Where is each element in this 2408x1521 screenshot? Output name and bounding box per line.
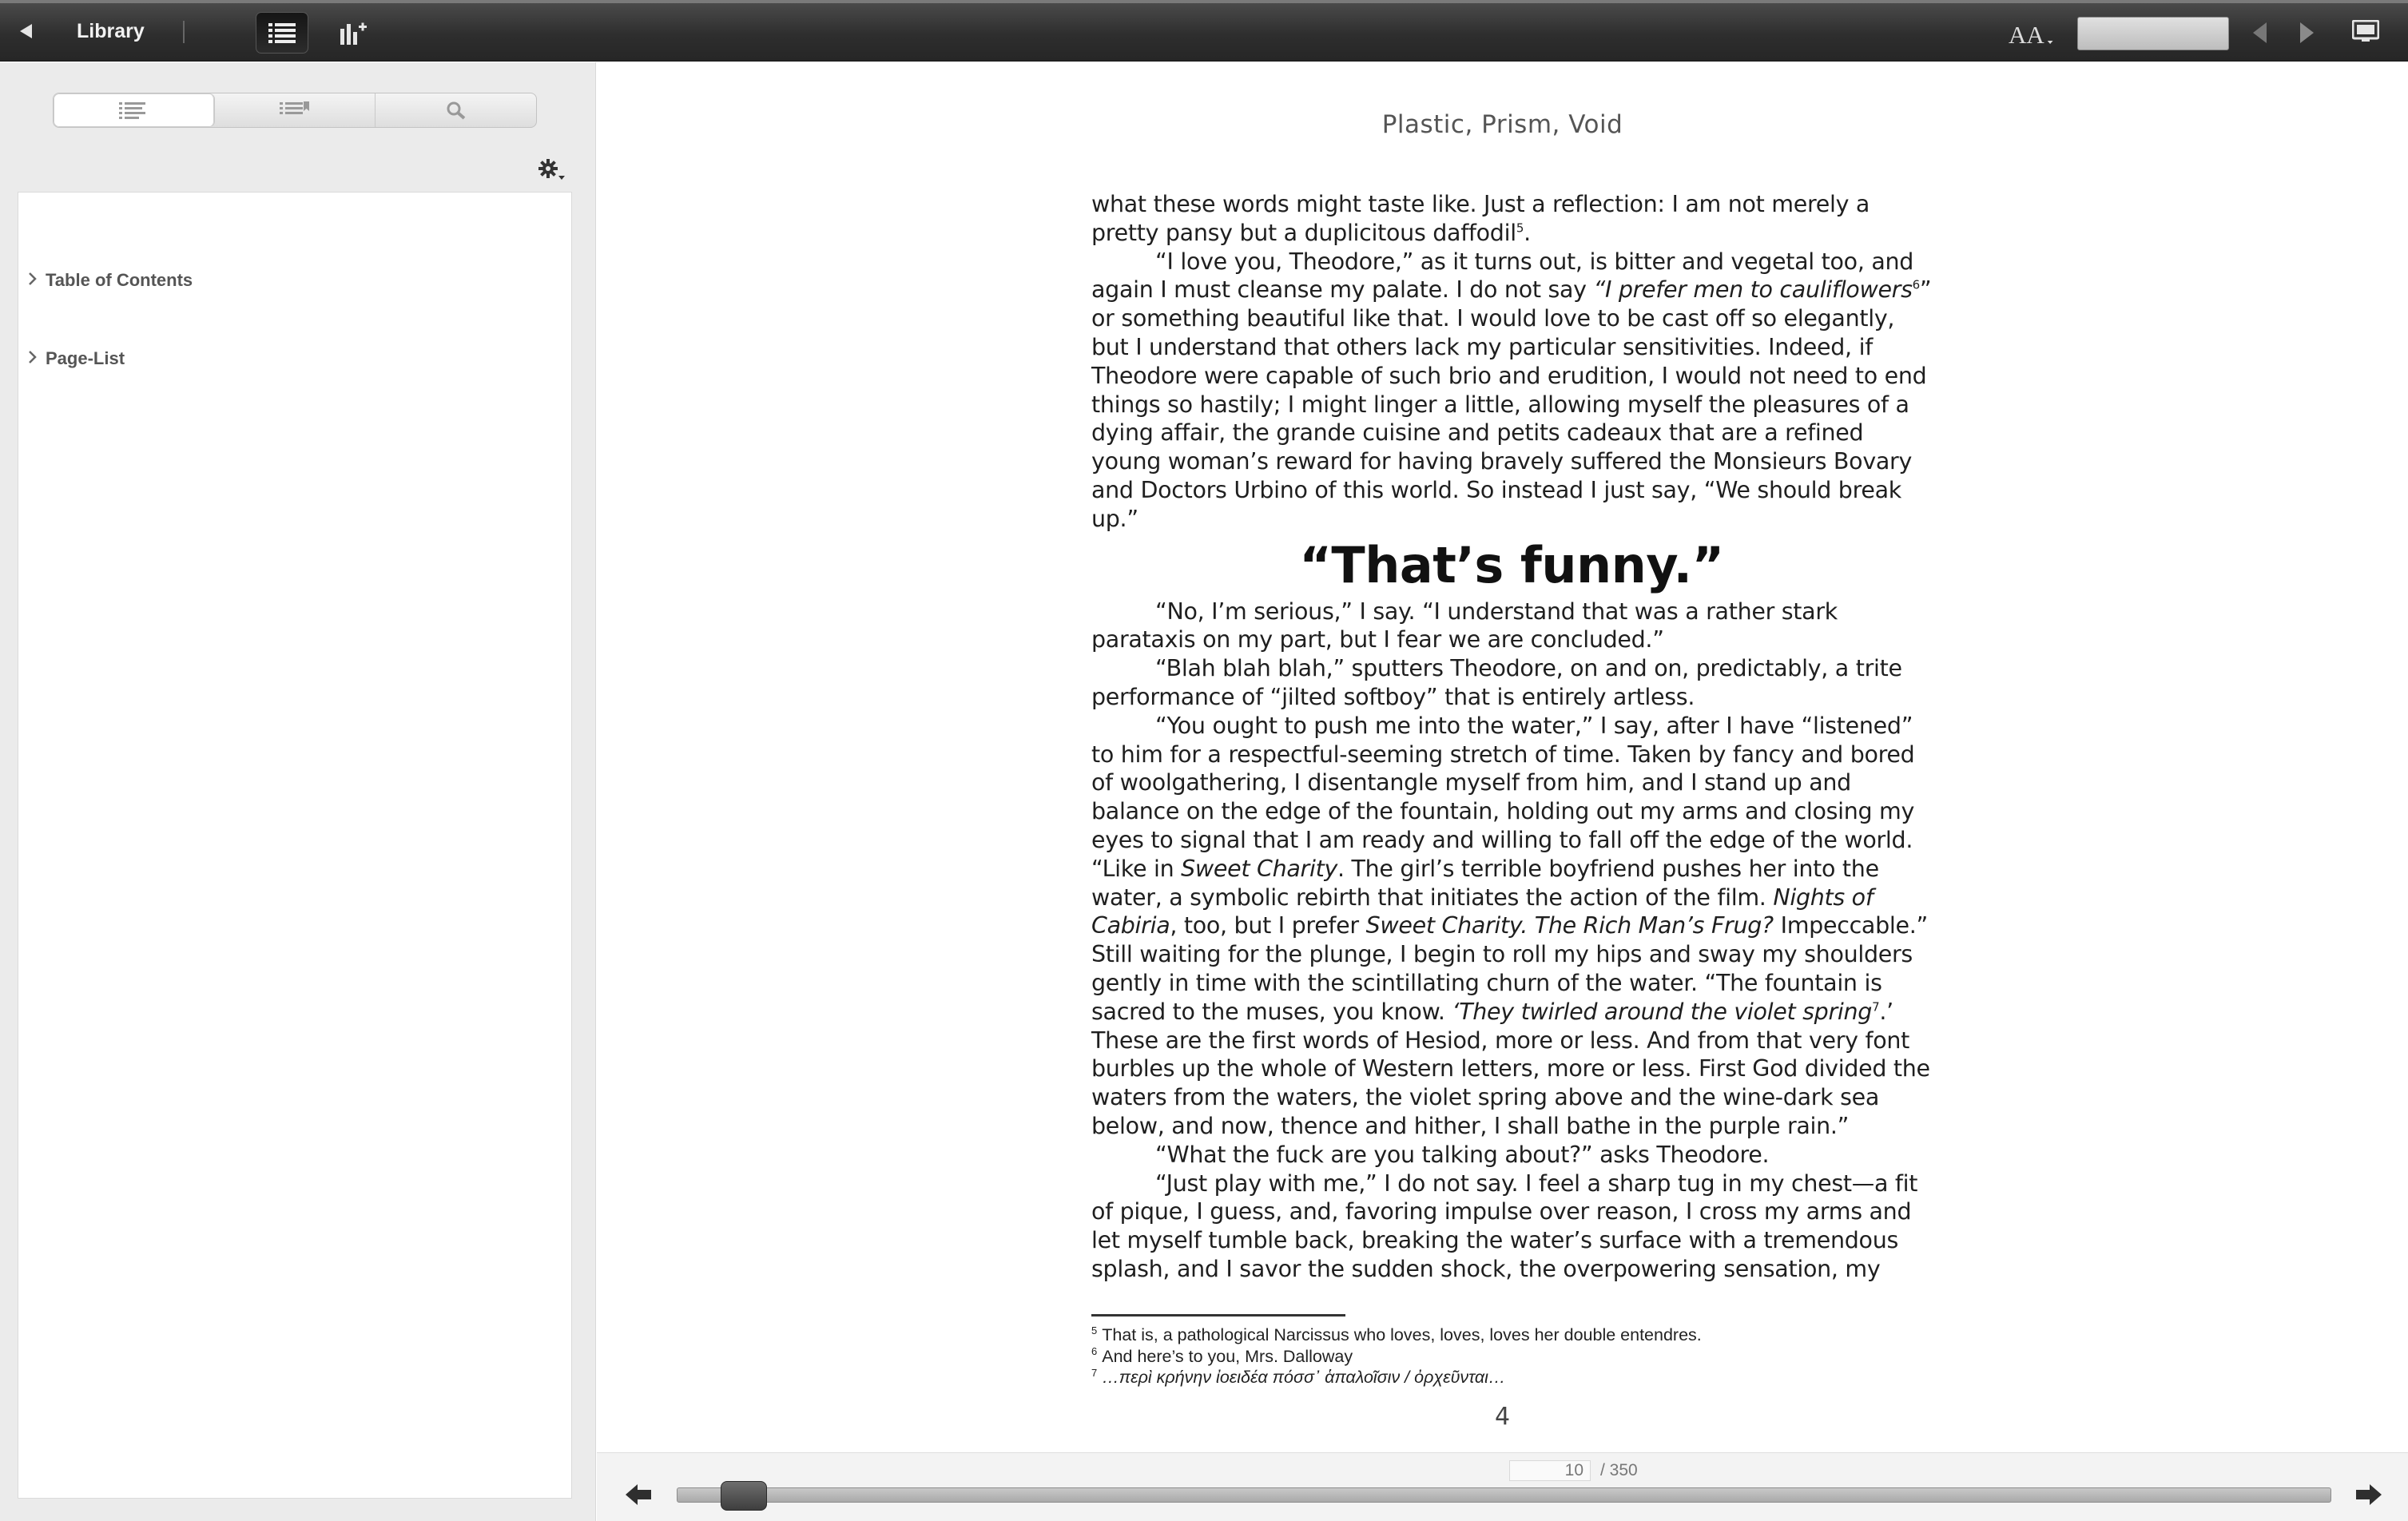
paragraph: “No, I’m serious,” I say. “I understand that was a rather stark parataxis on my part, but I fear we are concluded.” <box>1091 598 1838 653</box>
fullscreen-icon[interactable] <box>2349 14 2382 48</box>
footnote: $^6$ And here’s to you, Mrs. Dalloway <box>1091 1345 1353 1366</box>
page-total: / 350 <box>1600 1461 1638 1479</box>
toc-panel <box>18 192 572 1499</box>
search-input[interactable] <box>2077 17 2229 50</box>
paragraph: “Just play with me,” I do not say. I feel a sharp tug in my chest—a fit of pique, I guess, and, favoring impulse over reason, I cross my arms and let myself tumble back, breaking the water’s surface with a tremendous splash, and I savor the sudden shock, the overpowering sensation, my <box>1091 1170 1918 1282</box>
bottom-navigation <box>597 1452 2408 1521</box>
footnote: $^7$ …περὶ κρήνην ἰοειδέα πόσσ᾽ ἁπαλοῖσιν / ὀρχεῦνται… <box>1091 1366 1506 1387</box>
chevron-right-icon <box>28 270 46 291</box>
arrow-left-icon[interactable] <box>622 1477 654 1512</box>
footnotes <box>1091 1324 1970 1388</box>
chevron-right-icon <box>28 348 46 369</box>
paragraph: “What the fuck are you talking about?” asks Theodore. <box>1155 1141 1770 1168</box>
footnote-ref[interactable]: 6 <box>1912 277 1920 292</box>
chevron-right-icon[interactable] <box>2290 16 2323 50</box>
page-slider[interactable] <box>677 1487 2331 1503</box>
footnote-divider <box>1091 1314 1345 1316</box>
toc-item-page-list[interactable] <box>28 344 125 373</box>
footnote-ref[interactable]: 7 <box>1872 999 1880 1015</box>
toc-item-label: Table of Contents <box>46 270 193 290</box>
page-number: 4 <box>1494 1403 1511 1431</box>
library-button[interactable]: Library <box>77 19 145 42</box>
arrow-right-icon[interactable] <box>2353 1477 2385 1512</box>
toc-item-table-of-contents[interactable] <box>28 266 193 295</box>
page-number-field[interactable]: 10 <box>1509 1460 1591 1481</box>
back-triangle-icon[interactable] <box>13 18 40 45</box>
toc-list-icon[interactable] <box>54 93 215 127</box>
pull-quote: “That’s funny.” <box>1299 535 1724 594</box>
font-size-label: AA <box>2009 21 2044 49</box>
toolbar-divider <box>183 21 185 43</box>
slider-handle[interactable] <box>721 1481 767 1511</box>
book-title: Plastic, Prism, Void <box>1381 110 1623 139</box>
font-size-button[interactable] <box>2009 18 2053 53</box>
search-icon[interactable] <box>376 93 536 127</box>
footnote: $^5$ That is, a pathological Narcissus who loves, loves, loves her double entendres. <box>1091 1324 1702 1344</box>
page-indicator <box>1509 1459 1638 1482</box>
page-body <box>1091 190 1932 1284</box>
toc-item-label: Page-List <box>46 348 125 368</box>
paragraph: “Blah blah blah,” sputters Theodore, on and on, predictably, a trite performance of “jilted softboy” that is entirely artless. <box>1091 655 1902 710</box>
sidebar-view-switcher <box>53 93 537 128</box>
reader-page <box>597 62 2408 1452</box>
chevron-left-icon[interactable] <box>2243 16 2277 50</box>
paragraph: “You ought to push me into the water,” I say, after I have “listened” to him for a respectful-seeming stretch of time. Taken by fancy and bored of woolgathering, I disentangle myself from him, and I stand up and balance on the edge of the fountain, holding out my arms and closing my eyes to signal that I am ready and willing to fall off the edge of the world. “Like in Sweet Charity. The girl’s terrible boyfriend pushes her into the water, a symbolic rebirth that initiates the action of the film. Nights of Cabiria, too, but I prefer Sweet Charity. The Rich Man’s Frug? Impeccable.” Still waiting for the plunge, I begin to roll my hips and sway my shoulders gently in time with the scintillating churn of the water. “The fountain is sacred to the muses, you know. ‘They twirled around the violet spring$^7$.’ These are the first words of Hesiod, more or less. And from that very font burbles up the whole of Western letters, more or less. First God divided the waters from the waters, the violet spring above and the wine-dark sea below, and now, thence and hither, I shall bathe in the purple rain.” <box>1091 712 1930 1139</box>
paragraph: “I love you, Theodore,” as it turns out, is bitter and vegetal too, and again I must cleanse my palate. I do not say “I prefer men to cauliflowers$^6$” or something beautiful like that. I would love to be cast off so elegantly, but I understand that others lack my particular sensitivities. Indeed, if Theodore were capable of such brio and erudition, I would not need to end things so hastily; I might linger a little, allowing myself the pleasures of a dying affair, the grande cuisine and petits cadeaux that are a refined young woman’s reward for having bravely suffered the Monsieurs Bovary and Doctors Urbino of this world. So instead I just say, “We should break up.” <box>1091 248 1932 532</box>
bar-chart-icon[interactable] <box>336 14 372 51</box>
footnote-ref[interactable]: 5 <box>1516 220 1524 236</box>
list-icon[interactable] <box>256 12 308 54</box>
top-toolbar <box>0 0 2408 62</box>
sidebar <box>0 62 596 1521</box>
paragraph: what these words might taste like. Just a reflection: I am not merely a pretty pansy but a duplicitous daffodil$^5$. <box>1091 191 1870 246</box>
bookmarks-list-icon[interactable] <box>215 93 376 127</box>
gear-icon[interactable] <box>534 155 570 185</box>
